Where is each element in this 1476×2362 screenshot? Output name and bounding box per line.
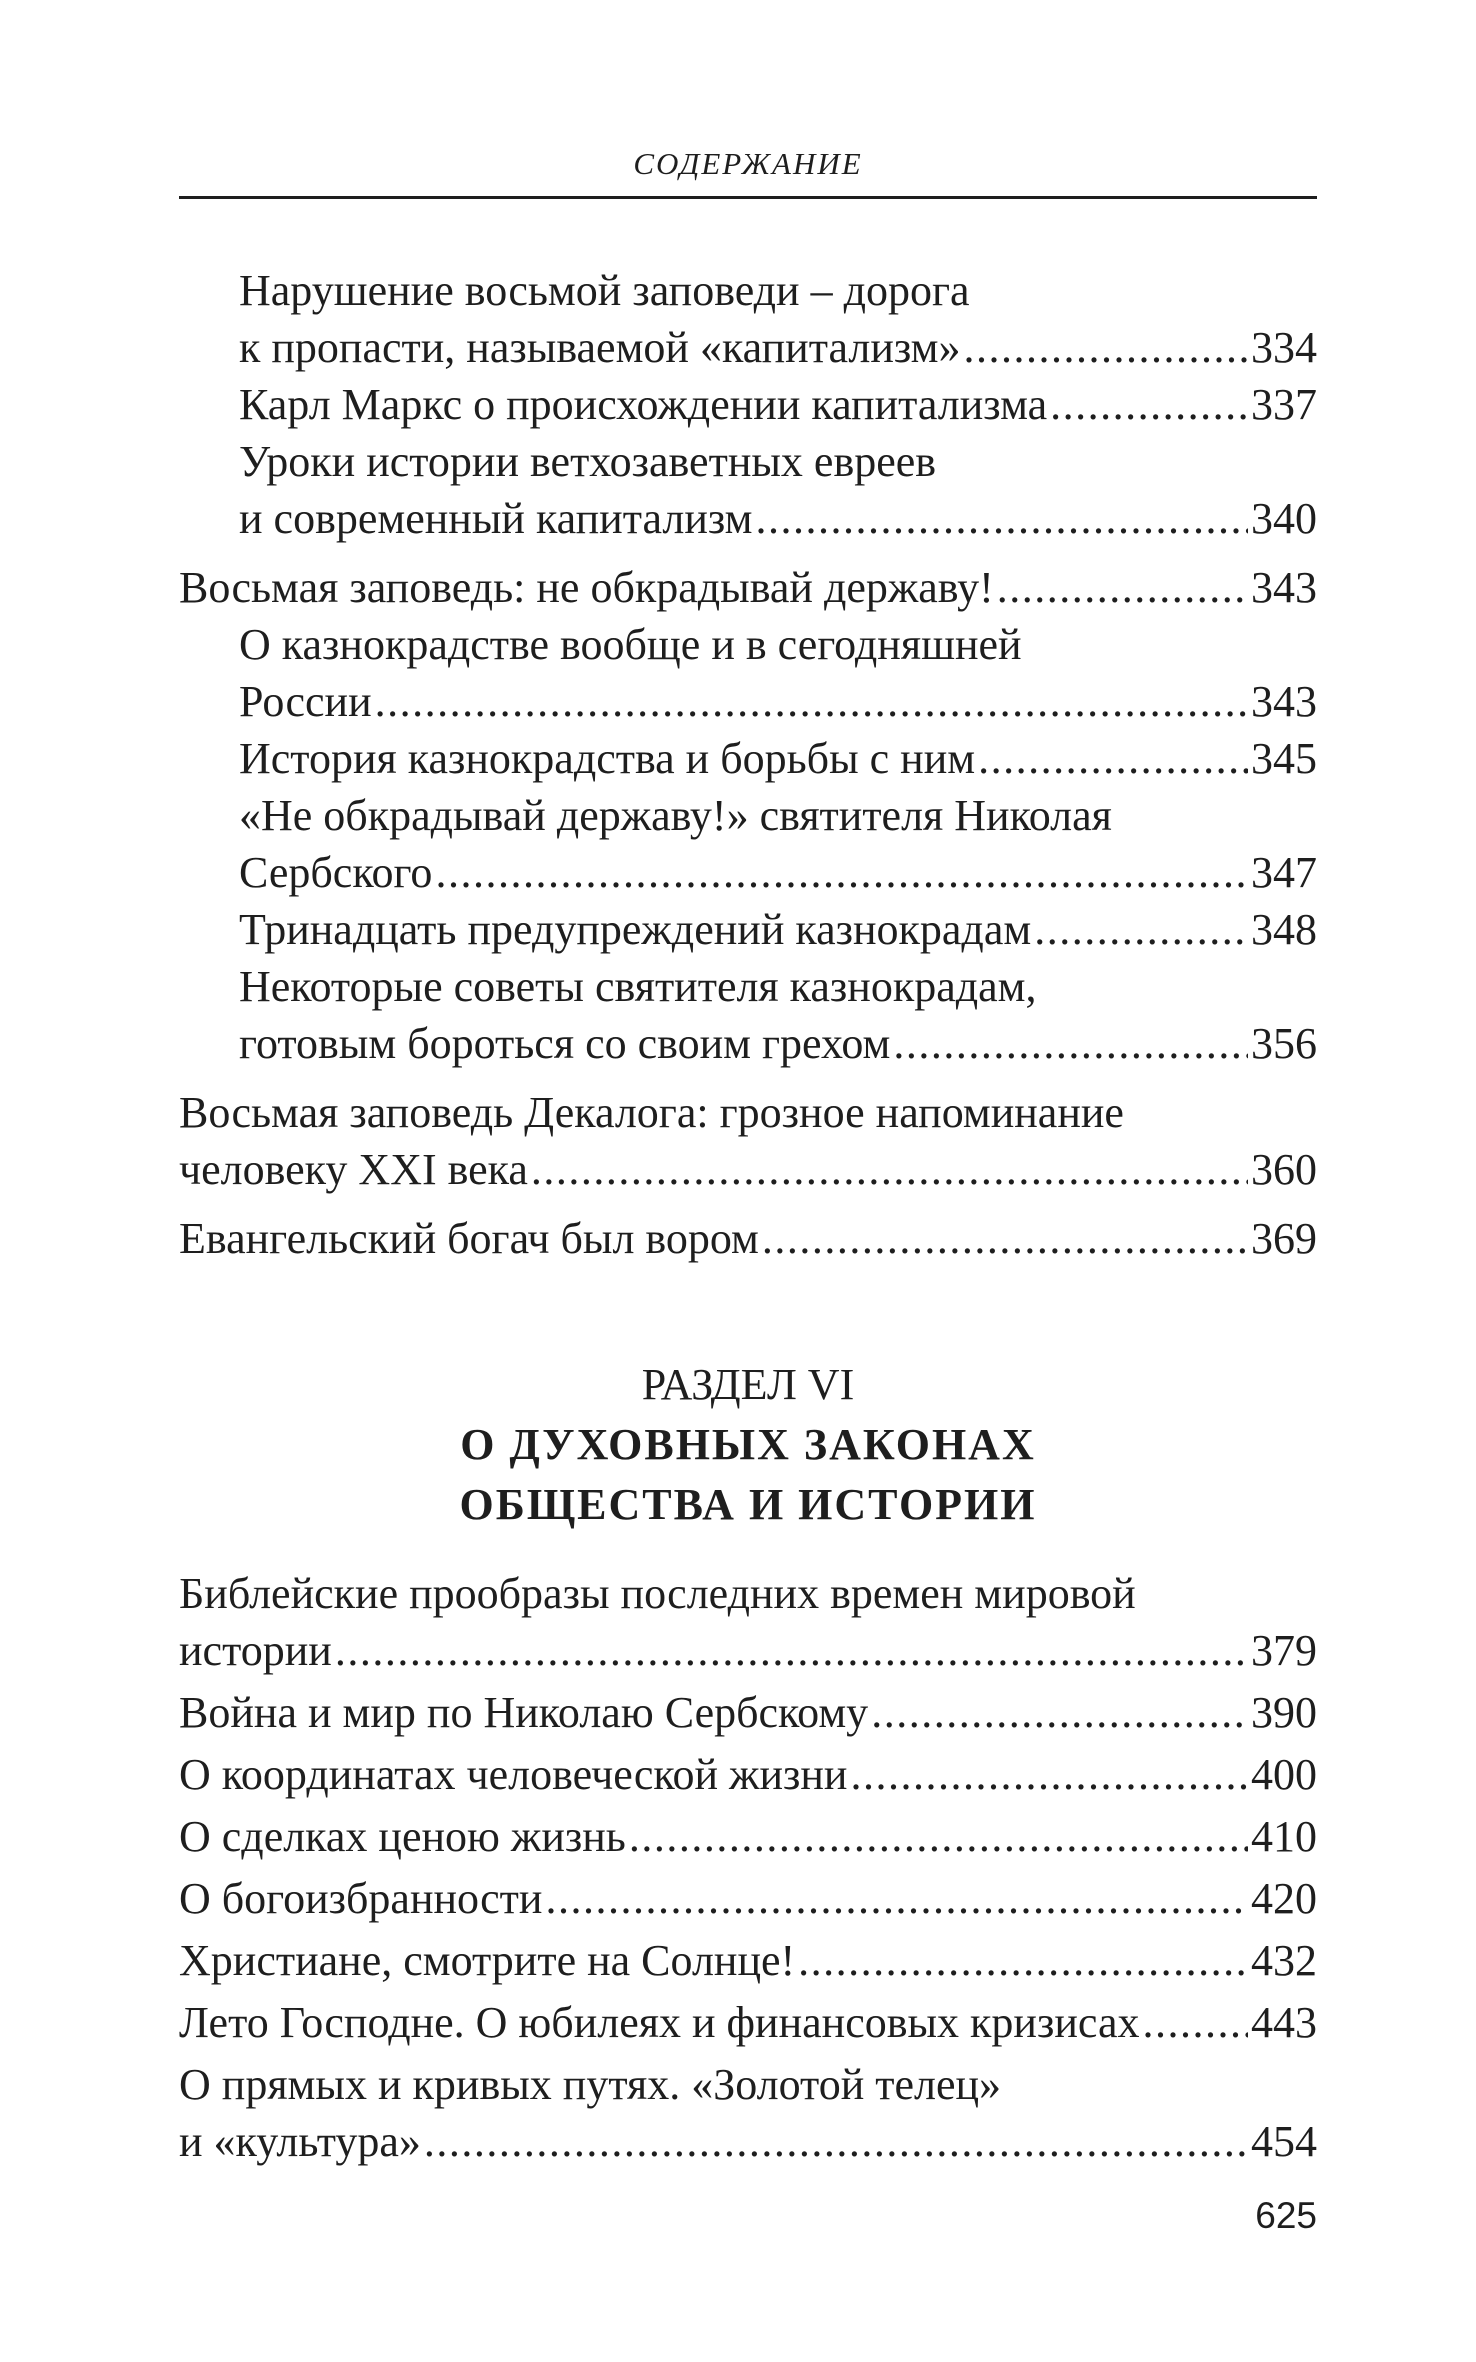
toc-list-before-section [179, 262, 1317, 1267]
toc-entry-leader-line [179, 1870, 1317, 1927]
dot-leader [629, 1808, 1248, 1865]
toc-entry [179, 433, 1317, 547]
dot-leader [424, 2113, 1248, 2170]
toc-entry-leader-line [239, 730, 1317, 787]
header-rule [179, 196, 1317, 199]
toc-entry [179, 901, 1317, 958]
toc-entry-title-line: О казнокрадстве вообще и в сегодняшней [239, 620, 1022, 669]
toc-entry-page-number: 432 [1251, 1936, 1317, 1985]
toc-entry-leader-line [179, 1746, 1317, 1803]
toc-entry-page-number: 379 [1251, 1626, 1317, 1675]
toc-entry-title: Евангельский богач был вором [179, 1214, 759, 1263]
toc-entry [179, 1565, 1317, 1679]
toc-entry-leader-line [179, 1684, 1317, 1741]
toc-entry-title: О сделках ценою жизнь [179, 1812, 626, 1861]
toc-entry [179, 262, 1317, 376]
toc-entry-leader-line [179, 2113, 1317, 2170]
toc-entry-title: и современный капитализм [239, 494, 753, 543]
dot-leader [531, 1141, 1248, 1198]
toc-entry-leader-line [239, 490, 1317, 547]
running-header: СОДЕРЖАНИЕ [633, 146, 863, 181]
section-heading [179, 1355, 1317, 1535]
toc-entry-leader-line [239, 376, 1317, 433]
toc-entry-title: к пропасти, называемой «капитализм» [239, 323, 961, 372]
toc-entry-title-line: «Не обкрадывай державу!» святителя Николая [239, 791, 1112, 840]
toc-entry-title: О богоизбранности [179, 1874, 543, 1923]
toc-entry [179, 616, 1317, 730]
toc-entry-title-line: О прямых и кривых путях. «Золотой телец» [179, 2060, 1002, 2109]
toc-entry-page-number: 348 [1251, 905, 1317, 954]
toc-entry-page-number: 340 [1251, 494, 1317, 543]
toc-entry [179, 787, 1317, 901]
toc-entry [179, 1684, 1317, 1741]
toc-entry-title-line: Восьмая заповедь Декалога: грозное напоминание [179, 1088, 1124, 1137]
toc-entry-leader-line [239, 901, 1317, 958]
dot-leader [871, 1684, 1248, 1741]
dot-leader [1050, 376, 1248, 433]
toc-entry-title: Тринадцать предупреждений казнокрадам [239, 905, 1032, 954]
toc-entry-page-number: 337 [1251, 380, 1317, 429]
dot-leader [545, 1870, 1248, 1927]
toc-entry-page-number: 454 [1251, 2117, 1317, 2166]
toc-list-after-section [179, 1565, 1317, 2170]
dot-leader [997, 559, 1248, 616]
toc-entry-leader-line [179, 1932, 1317, 1989]
toc-entry [179, 1870, 1317, 1927]
toc-entry-title-line: Библейские прообразы последних времен мировой [179, 1569, 1136, 1618]
toc-entry-title: История казнокрадства и борьбы с ним [239, 734, 976, 783]
page-number: 625 [1255, 2195, 1317, 2236]
toc-entry-title: Сербского [239, 848, 433, 897]
toc-entry-page-number: 443 [1251, 1998, 1317, 2047]
toc-entry-page-number: 369 [1251, 1214, 1317, 1263]
toc-entry-leader-line [239, 1015, 1317, 1072]
toc-entry-page-number: 360 [1251, 1145, 1317, 1194]
dot-leader [1034, 901, 1248, 958]
toc-entry-page-number: 400 [1251, 1750, 1317, 1799]
toc-entry-page-number: 347 [1251, 848, 1317, 897]
toc-entry [179, 1084, 1317, 1198]
toc-entry-page-number: 343 [1251, 563, 1317, 612]
toc-entry-title: истории [179, 1626, 332, 1675]
toc-entry-leader-line [179, 1141, 1317, 1198]
toc-entry-leader-line [179, 1622, 1317, 1679]
toc-entry [179, 730, 1317, 787]
toc-entry-page-number: 343 [1251, 677, 1317, 726]
toc-entry-page-number: 420 [1251, 1874, 1317, 1923]
dot-leader [756, 490, 1249, 547]
toc-entry-page-number: 390 [1251, 1688, 1317, 1737]
dot-leader [335, 1622, 1248, 1679]
toc-entry-title-line: Нарушение восьмой заповеди – дорога [239, 266, 970, 315]
section-title-line-1: О ДУХОВНЫХ ЗАКОНАХ [460, 1420, 1036, 1469]
toc-entry-title: России [239, 677, 372, 726]
dot-leader [850, 1746, 1248, 1803]
toc-entry-leader-line [179, 559, 1317, 616]
toc-entry [179, 376, 1317, 433]
dot-leader [964, 319, 1248, 376]
toc-entry-page-number: 334 [1251, 323, 1317, 372]
toc-entry-title: О координатах человеческой жизни [179, 1750, 848, 1799]
dot-leader [1143, 1994, 1248, 2051]
toc-entry-title: человеку XXI века [179, 1145, 528, 1194]
toc-entry-page-number: 345 [1251, 734, 1317, 783]
toc-entry-title: Христиане, смотрите на Солнце! [179, 1936, 796, 1985]
toc-entry [179, 2056, 1317, 2170]
toc-entry-page-number: 410 [1251, 1812, 1317, 1861]
dot-leader [893, 1015, 1248, 1072]
section-part-label: РАЗДЕЛ VI [641, 1360, 855, 1409]
toc-entry-title: Война и мир по Николаю Сербскому [179, 1688, 869, 1737]
toc-entry [179, 1932, 1317, 1989]
toc-entry-leader-line [179, 1210, 1317, 1267]
dot-leader [435, 844, 1248, 901]
toc-entry-title: Лето Господне. О юбилеях и финансовых кризисах [179, 1998, 1140, 2047]
toc-entry [179, 1808, 1317, 1865]
dot-leader [375, 673, 1248, 730]
table-of-contents [179, 262, 1317, 2170]
toc-entry-leader-line [179, 1994, 1317, 2051]
toc-entry-leader-line [239, 844, 1317, 901]
toc-entry-title: Восьмая заповедь: не обкрадывай державу! [179, 563, 994, 612]
toc-entry-title: Карл Маркс о происхождении капитализма [239, 380, 1048, 429]
toc-entry [179, 958, 1317, 1072]
toc-entry [179, 559, 1317, 616]
toc-entry-page-number: 356 [1251, 1019, 1317, 1068]
dot-leader [762, 1210, 1248, 1267]
toc-entry-title-line: Уроки истории ветхозаветных евреев [239, 437, 937, 486]
dot-leader [798, 1932, 1248, 1989]
toc-entry-title-line: Некоторые советы святителя казнокрадам, [239, 962, 1037, 1011]
toc-entry-title: и «культура» [179, 2117, 421, 2166]
toc-entry-leader-line [239, 319, 1317, 376]
toc-entry [179, 1210, 1317, 1267]
toc-entry-title: готовым бороться со своим грехом [239, 1019, 891, 1068]
toc-entry-leader-line [239, 673, 1317, 730]
toc-entry [179, 1746, 1317, 1803]
toc-entry-leader-line [179, 1808, 1317, 1865]
section-title-line-2: ОБЩЕСТВА И ИСТОРИИ [459, 1480, 1037, 1529]
toc-entry [179, 1994, 1317, 2051]
dot-leader [978, 730, 1248, 787]
